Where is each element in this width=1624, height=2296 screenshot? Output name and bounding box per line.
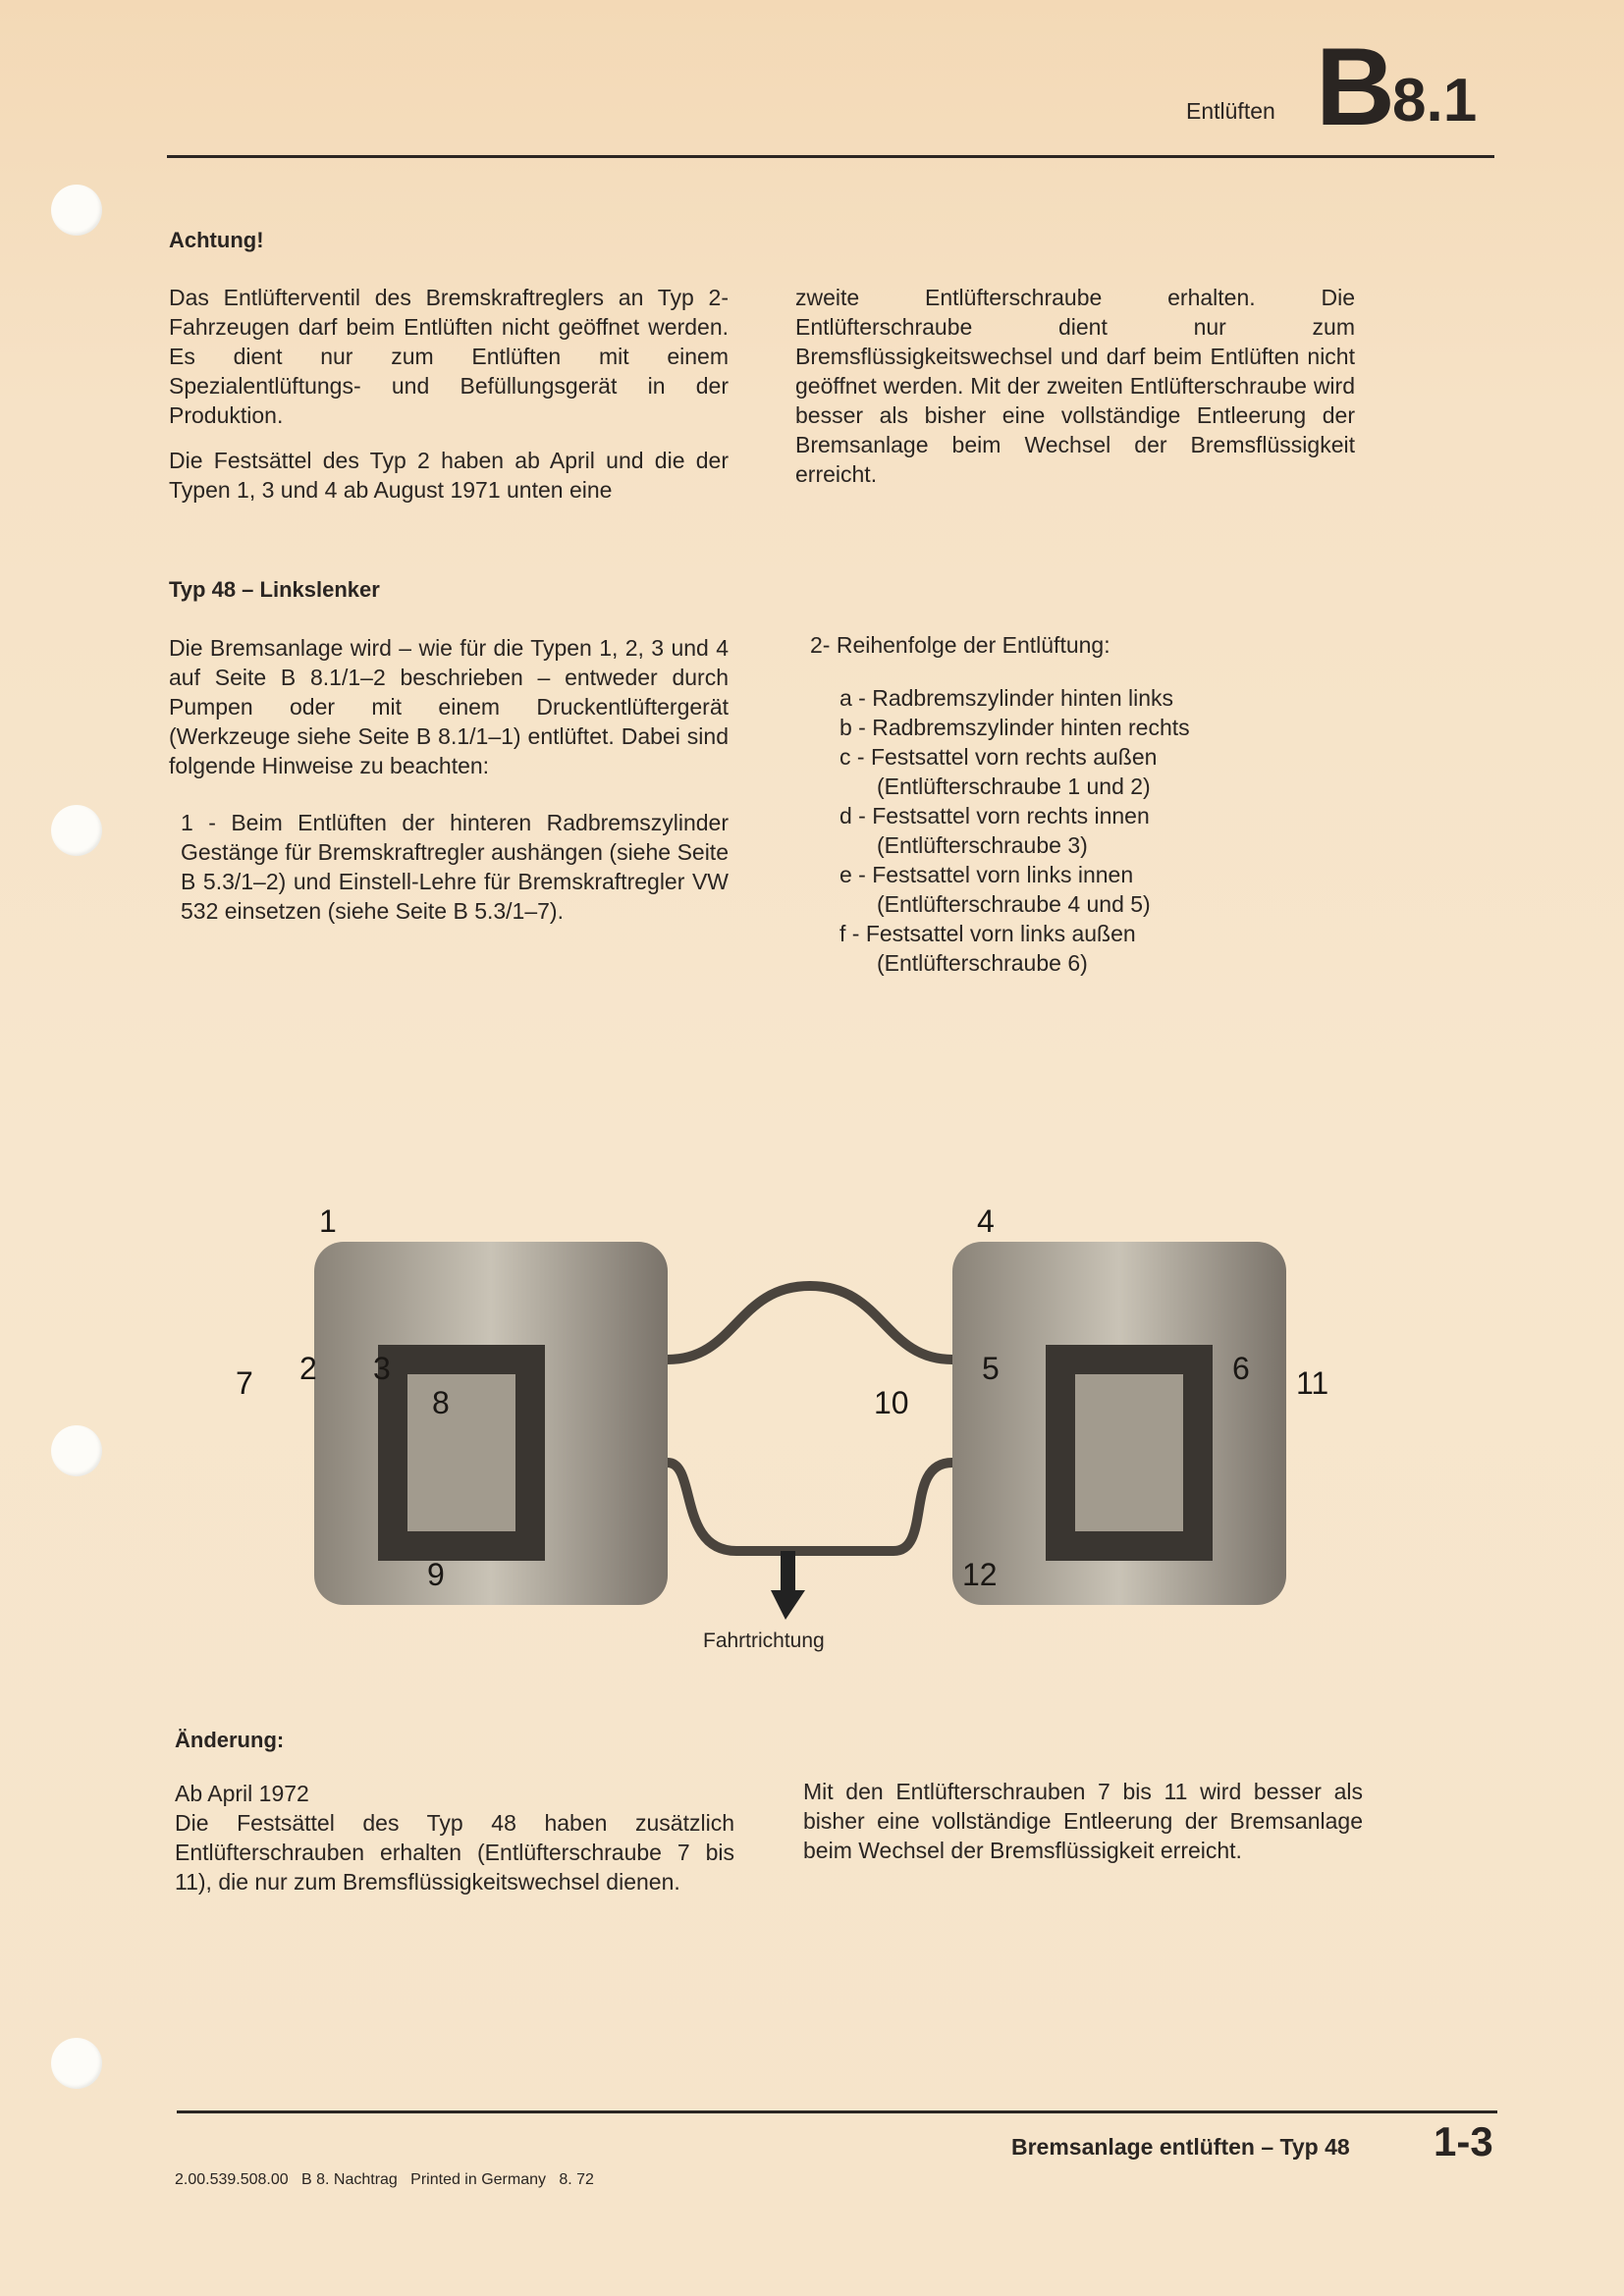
bleed-screw-label: 5 — [982, 1351, 1000, 1386]
section-number: 8.1 — [1392, 67, 1478, 134]
sequence-item-detail: (Entlüfterschraube 3) — [877, 832, 1088, 858]
punch-hole — [51, 2038, 102, 2089]
bleed-screw-label: 9 — [427, 1557, 445, 1592]
page-number: 1-3 — [1434, 2118, 1493, 2164]
right-caliper — [952, 1242, 1286, 1605]
section-label: Entlüften — [1186, 98, 1275, 124]
aenderung-left-column — [175, 1779, 734, 1896]
sequence-item-detail: (Entlüfterschraube 1 und 2) — [877, 774, 1151, 799]
bleed-screw-label: 6 — [1232, 1351, 1250, 1386]
bleed-screw-label: 12 — [962, 1557, 998, 1592]
direction-arrow-icon — [771, 1551, 805, 1620]
aenderung-heading: Änderung: — [175, 1728, 285, 1752]
sequence-item: d - Festsattel vorn rechts innen — [839, 803, 1150, 828]
sequence-item-detail: (Entlüfterschraube 4 und 5) — [877, 891, 1151, 917]
achtung-right-column: zweite Entlüfterschraube erhalten. Die Entlüfterschraube dient nur zum Bremsflüssigkeitswechsel und darf beim Entlüften nicht geöffnet werden. Mit der zweiten Entlüfterschraube wird besser als bisher eine vollständige Entleerung der Bremsanlage beim Wechsel der Bremsflüssigkeit erreicht. — [795, 285, 1355, 487]
punch-hole — [51, 805, 102, 856]
typ48-right-column — [810, 630, 1360, 978]
punch-hole — [51, 185, 102, 236]
sequence-list — [810, 683, 1360, 978]
aenderung-left-text: Die Festsättel des Typ 48 haben zusätzlich Entlüfterschrauben erhalten (Entlüfterschraube 7 bis 11), die nur zum Bremsflüssigkeitswechsel dienen. — [175, 1810, 734, 1895]
bleed-screw-label: 1 — [319, 1203, 337, 1239]
bleed-screw-label: 2 — [299, 1351, 317, 1386]
typ48-left-column — [169, 633, 729, 941]
footer-rule — [177, 2110, 1497, 2113]
section-letter: B — [1316, 26, 1395, 148]
sequence-item: e - Festsattel vorn links innen — [839, 862, 1134, 887]
left-caliper — [314, 1242, 668, 1605]
bleed-screw-label: 7 — [236, 1365, 253, 1401]
bleed-screw-label: 10 — [874, 1385, 909, 1420]
footer-title: Bremsanlage entlüften – Typ 48 — [1011, 2134, 1350, 2160]
intro-paragraph: Die Bremsanlage wird – wie für die Typen 1, 2, 3 und 4 auf Seite B 8.1/1–2 beschrieben – entweder durch Pumpen oder mit einem Druckentlüftergerät (Werkzeuge siehe Seite B 8.1/1–1) entlüftet. Dabei sind folgende Hinweise zu beachten: — [169, 635, 729, 778]
bleed-screw-label: 4 — [977, 1203, 995, 1239]
step-2-title: 2- Reihenfolge der Entlüftung: — [810, 632, 1110, 658]
paragraph: Die Festsättel des Typ 2 haben ab April und die der Typen 1, 3 und 4 ab August 1971 unten eine — [169, 448, 729, 503]
brake-line-upper — [668, 1286, 952, 1360]
achtung-heading: Achtung! — [169, 228, 264, 252]
brake-caliper-figure — [226, 1198, 1345, 1620]
figure-caption: Fahrtrichtung — [703, 1629, 825, 1652]
sequence-item: c - Festsattel vorn rechts außen — [839, 744, 1158, 770]
sequence-item-detail: (Entlüfterschraube 6) — [877, 950, 1088, 976]
typ48-heading: Typ 48 – Linkslenker — [169, 577, 380, 602]
achtung-left-column — [169, 283, 729, 520]
print-line: 2.00.539.508.00 B 8. Nachtrag Printed in Germany 8. 72 — [175, 2171, 594, 2188]
brake-line-lower — [668, 1463, 952, 1551]
sequence-item: f - Festsattel vorn links außen — [839, 921, 1136, 946]
header-rule — [167, 155, 1494, 158]
punch-hole — [51, 1425, 102, 1476]
sequence-item: b - Radbremszylinder hinten rechts — [839, 715, 1190, 740]
bleed-screw-label: 11 — [1296, 1365, 1329, 1401]
aenderung-date: Ab April 1972 — [175, 1781, 309, 1806]
bleed-screw-label: 3 — [373, 1351, 391, 1386]
step-1: 1 - Beim Entlüften der hinteren Radbremszylinder Gestänge für Bremskraftregler aushängen (siehe Seite B 5.3/1–2) und Einstell-Lehre für Bremskraftregler VW 532 einsetzen (siehe Seite B 5.3/1–7). — [181, 810, 729, 924]
sequence-item: a - Radbremszylinder hinten links — [839, 685, 1174, 711]
paragraph: Das Entlüfterventil des Bremskraftreglers an Typ 2-Fahrzeugen darf beim Entlüften nicht geöffnet werden. Es dient nur zum Entlüften mit einem Spezialentlüftungs- und Befüllungsgerät in der Produktion. — [169, 285, 729, 428]
aenderung-right-column: Mit den Entlüfterschrauben 7 bis 11 wird besser als bisher eine vollständige Entleerung der Bremsanlage beim Wechsel der Bremsflüssigkeit erreicht. — [803, 1779, 1363, 1863]
bleed-screw-label: 8 — [432, 1385, 450, 1420]
